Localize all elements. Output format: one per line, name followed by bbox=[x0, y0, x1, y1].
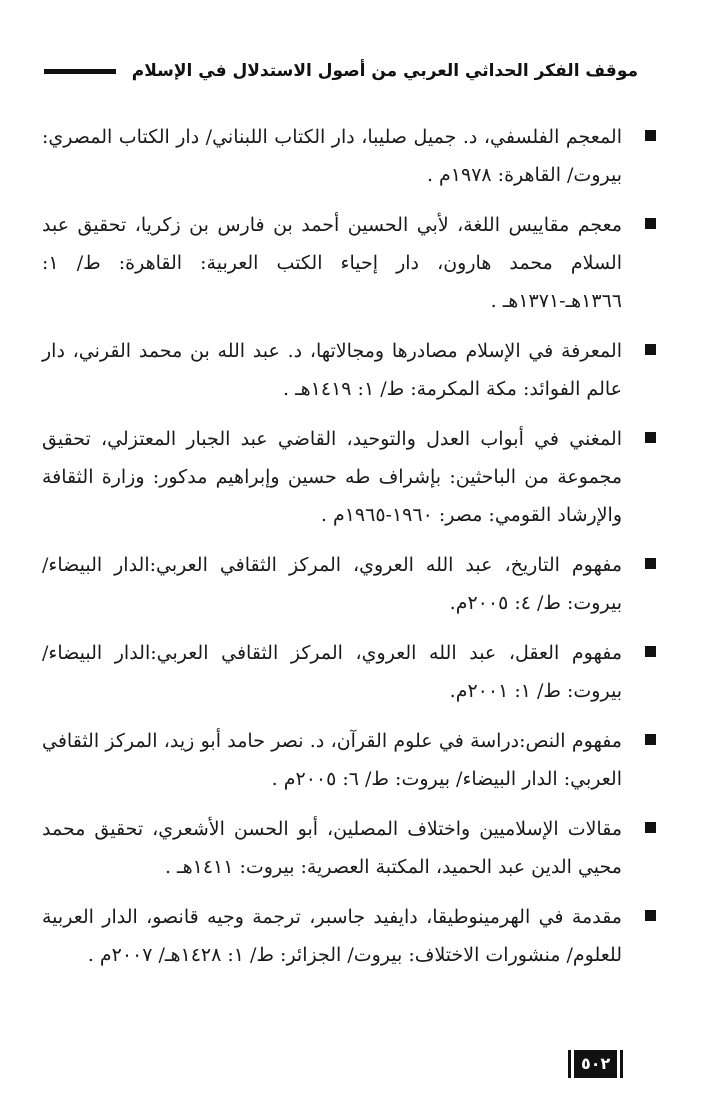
entry-text: مقالات الإسلاميين واختلاف المصلين، أبو الحسن الأشعري، تحقيق محمد محيي الدين عبد الحميد، المكتبة العصرية: بيروت: ١٤١١هـ . bbox=[42, 818, 622, 878]
bibliography-entry bbox=[42, 118, 622, 194]
bibliography-entry bbox=[42, 206, 622, 320]
entry-text: المعجم الفلسفي، د. جميل صليبا، دار الكتاب اللبناني/ دار الكتاب المصري: بيروت/ القاهرة: ١٩٧٨م . bbox=[42, 126, 622, 186]
header-rule bbox=[44, 69, 116, 74]
bibliography-entry bbox=[42, 898, 622, 974]
page-number-bar-right bbox=[620, 1050, 623, 1078]
square-bullet-icon bbox=[645, 218, 656, 229]
entry-text: المغني في أبواب العدل والتوحيد، القاضي عبد الجبار المعتزلي، تحقيق مجموعة من الباحثين: بإشراف طه حسين وإبراهيم مدكور: وزارة الثقافة والإرشاد القومي: مصر: ١٩٦٠-١٩٦٥م . bbox=[42, 428, 622, 526]
running-header bbox=[44, 56, 638, 86]
page-number: ٥٠٢ bbox=[574, 1050, 617, 1078]
square-bullet-icon bbox=[645, 910, 656, 921]
entry-text: مقدمة في الهرمينوطيقا، دايفيد جاسبر، ترجمة وجيه قانصو، الدار العربية للعلوم/ منشورات الاختلاف: بيروت/ الجزائر: ط/ ١: ١٤٢٨هـ/ ٢٠٠٧م . bbox=[42, 906, 622, 966]
entry-text: المعرفة في الإسلام مصادرها ومجالاتها، د. عبد الله بن محمد القرني، دار عالم الفوائد: مكة المكرمة: ط/ ١: ١٤١٩هـ . bbox=[42, 340, 622, 400]
entry-text: مفهوم التاريخ، عبد الله العروي، المركز الثقافي العربي:الدار البيضاء/ بيروت: ط/ ٤: ٢٠٠٥م. bbox=[42, 554, 622, 614]
page-number-block bbox=[568, 1050, 623, 1078]
bibliography-entry bbox=[42, 332, 622, 408]
bibliography-entry bbox=[42, 722, 622, 798]
entry-text: مفهوم النص:دراسة في علوم القرآن، د. نصر حامد أبو زيد، المركز الثقافي العربي: الدار البيضاء/ بيروت: ط/ ٦: ٢٠٠٥م . bbox=[42, 730, 622, 790]
entry-text: معجم مقاييس اللغة، لأبي الحسين أحمد بن فارس بن زكريا، تحقيق عبد السلام محمد هارون، دار إحياء الكتب العربية: القاهرة: ط/ ١: ١٣٦٦هـ-١٣٧١هـ . bbox=[42, 214, 622, 312]
square-bullet-icon bbox=[645, 432, 656, 443]
square-bullet-icon bbox=[645, 822, 656, 833]
page-number-bar-left bbox=[568, 1050, 571, 1078]
bibliography-entry bbox=[42, 810, 622, 886]
square-bullet-icon bbox=[645, 344, 656, 355]
bibliography-entry bbox=[42, 420, 622, 534]
square-bullet-icon bbox=[645, 734, 656, 745]
bibliography-entry bbox=[42, 634, 622, 710]
square-bullet-icon bbox=[645, 130, 656, 141]
square-bullet-icon bbox=[645, 558, 656, 569]
running-title: موقف الفكر الحداثي العربي من أصول الاستدلال في الإسلام bbox=[131, 61, 638, 81]
bibliography-entry bbox=[42, 546, 622, 622]
square-bullet-icon bbox=[645, 646, 656, 657]
bibliography-list bbox=[42, 118, 622, 986]
entry-text: مفهوم العقل، عبد الله العروي، المركز الثقافي العربي:الدار البيضاء/ بيروت: ط/ ١: ٢٠٠١م. bbox=[42, 642, 622, 702]
